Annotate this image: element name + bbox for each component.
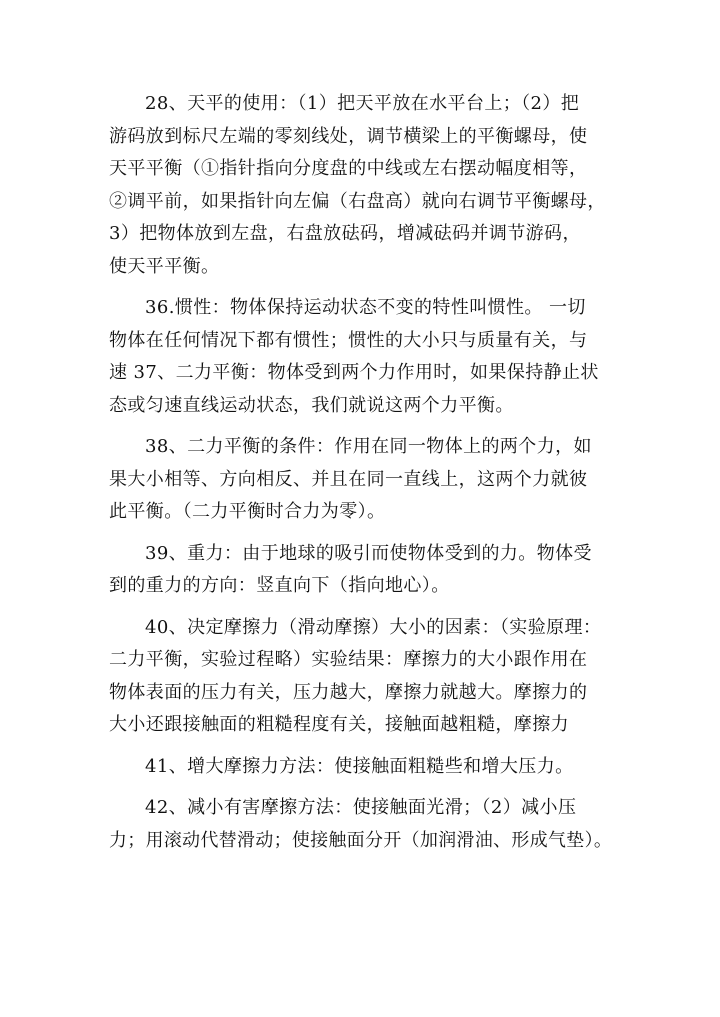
text-line: 游码放到标尺左端的零刻线处，调节横梁上的平衡螺母，使: [109, 125, 588, 147]
text-line: 天平平衡（①指针指向分度盘的中线或左右摆动幅度相等，: [109, 158, 588, 179]
text-line: 此平衡。（二力平衡时合力为零）。: [109, 501, 386, 522]
text-line: 二力平衡，实验过程略）实验结果：摩擦力的大小跟作用在: [109, 649, 588, 670]
paragraph-40-friction-factors: [109, 612, 612, 742]
text-line: 28、天平的使用：（1）把天平放在水平台上；（2）把: [145, 93, 580, 114]
text-line: 物体表面的压力有关，压力越大，摩擦力就越大。摩擦力的: [109, 681, 588, 703]
paragraph-42-reduce-friction: [109, 792, 612, 857]
text-line: 3）把物体放到左盘，右盘放砝码，增减砝码并调节游码，: [109, 223, 581, 244]
text-line: 36.惯性：物体保持运动状态不变的特性叫惯性。 一切: [145, 297, 586, 318]
text-line: 果大小相等、方向相反、并且在同一直线上，这两个力就彼: [109, 468, 588, 490]
text-line: 39、重力：由于地球的吸引而使物体受到的力。物体受: [145, 542, 592, 564]
text-line: 大小还跟接触面的粗糙程度有关，接触面越粗糙，摩擦力: [109, 714, 569, 735]
text-line: 力；用滚动代替滑动；使接触面分开（加润滑油、形成气垫）。: [109, 829, 613, 851]
text-line: 使天平平衡。: [109, 255, 220, 277]
paragraph-41-increase-friction: [109, 751, 612, 784]
text-line: ②调平前，如果指针向左偏（右盘高）就向右调节平衡螺母，: [109, 190, 606, 212]
text-line: 物体在任何情况下都有惯性；惯性的大小只与质量有关，与: [109, 329, 588, 351]
paragraph-36-inertia: [109, 292, 612, 422]
text-line: 42、减小有害摩擦方法：使接触面光滑；（2）减小压: [145, 797, 577, 818]
text-line: 38、二力平衡的条件：作用在同一物体上的两个力，如: [145, 436, 592, 457]
paragraph-39-gravity: [109, 538, 612, 603]
text-line: 41、增大摩擦力方法：使接触面粗糙些和增大压力。: [145, 755, 574, 777]
document-body: [109, 88, 612, 866]
text-line: 到的重力的方向：竖直向下（指向地心）。: [109, 575, 450, 596]
paragraph-38-equilibrium-conditions: [109, 431, 612, 529]
text-line: 速 37、二力平衡：物体受到两个力作用时，如果保持静止状: [109, 362, 599, 383]
text-line: 40、决定摩擦力（滑动摩擦）大小的因素：（实验原理：: [145, 616, 602, 638]
text-line: 态或匀速直线运动状态，我们就说这两个力平衡。: [109, 394, 514, 416]
paragraph-28-balance-use: [109, 88, 612, 283]
